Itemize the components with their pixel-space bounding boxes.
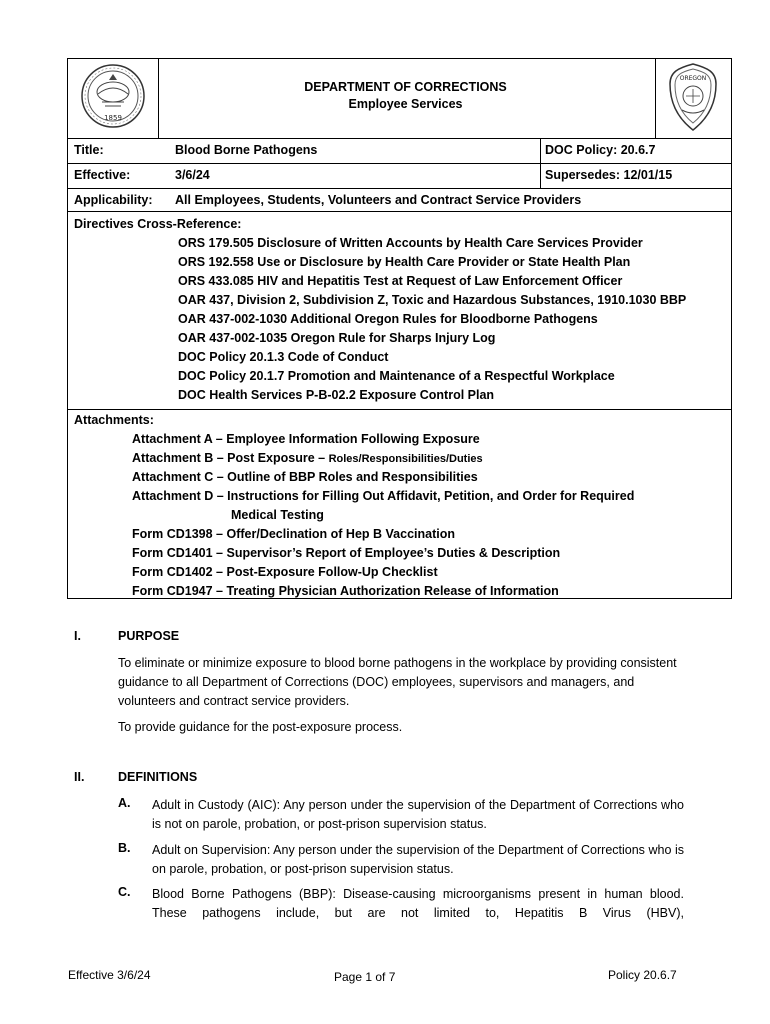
attachment-item-text: Attachment B – Post Exposure – (132, 451, 329, 465)
title-value: Blood Borne Pathogens (175, 143, 318, 157)
seal-year: 1859 (104, 114, 122, 122)
attachments-heading: Attachments: (74, 413, 154, 427)
attachment-item: Attachment A – Employee Information Following Exposure (132, 432, 480, 446)
table-rule (68, 163, 731, 164)
definition-letter: C. (118, 885, 131, 899)
attachment-item-subtext: Roles/Responsibilities/Duties (328, 453, 483, 465)
directives-heading: Directives Cross-Reference: (74, 217, 242, 231)
directive-item: OAR 437, Division 2, Subdivision Z, Toxic and Hazardous Substances, 1910.1030 BBP (178, 293, 687, 307)
effective-value: 3/6/24 (175, 168, 210, 182)
table-rule (68, 409, 731, 410)
footer-page-number: Page 1 of 7 (334, 970, 396, 984)
definition-letter: B. (118, 841, 131, 855)
department-title: DEPARTMENT OF CORRECTIONS (304, 80, 507, 94)
supersedes-value: Supersedes: 12/01/15 (545, 168, 673, 182)
directive-item: ORS 192.558 Use or Disclosure by Health Care Provider or State Health Plan (178, 255, 631, 269)
badge-label: OREGON (679, 75, 707, 82)
table-rule (540, 138, 541, 188)
table-rule (68, 211, 731, 212)
attachment-item: Form CD1401 – Supervisor’s Report of Employee’s Duties & Description (132, 546, 561, 560)
definition-text: Adult in Custody (AIC): Any person under the supervision of the Department of Corrections who is not on parole, probation, or post-prison supervision status. (152, 798, 684, 831)
attachment-item: Form CD1398 – Offer/Declination of Hep B Vaccination (132, 527, 455, 541)
oregon-state-seal-icon (80, 62, 146, 130)
title-label: Title: (74, 143, 104, 157)
doc-badge-icon (666, 62, 720, 132)
attachment-item: Form CD1947 – Treating Physician Authorization Release of Information (132, 584, 559, 598)
applicability-value: All Employees, Students, Volunteers and Contract Service Providers (175, 193, 582, 207)
definition-text: Adult on Supervision: Any person under the supervision of the Department of Corrections who is on parole, probation, or post-prison supervision status. (152, 843, 684, 876)
policy-header-table (67, 58, 732, 599)
footer-effective: Effective 3/6/24 (68, 968, 151, 982)
effective-label: Effective: (74, 168, 131, 182)
attachment-item-continued: Medical Testing (231, 508, 324, 522)
table-rule (655, 59, 656, 138)
directive-item: OAR 437-002-1035 Oregon Rule for Sharps Injury Log (178, 331, 496, 345)
directive-item: DOC Policy 20.1.3 Code of Conduct (178, 350, 389, 364)
attachment-item (132, 451, 483, 465)
section-numeral: II. (74, 770, 85, 784)
directive-item: ORS 179.505 Disclosure of Written Accounts by Health Care Services Provider (178, 236, 643, 250)
applicability-label: Applicability: (74, 193, 153, 207)
department-subtitle: Employee Services (348, 97, 463, 111)
purpose-paragraph: To provide guidance for the post-exposure process. (118, 720, 403, 734)
directive-item: DOC Health Services P-B-02.2 Exposure Control Plan (178, 388, 495, 402)
section-heading-purpose: PURPOSE (118, 629, 180, 643)
definition-text: Blood Borne Pathogens (BBP): Disease-causing microorganisms present in human blood. These pathogens include, but are not limited to, Hepatitis B Virus (HBV), (152, 887, 684, 920)
table-rule (68, 188, 731, 189)
policy-number: DOC Policy: 20.6.7 (545, 143, 656, 157)
attachment-item: Form CD1402 – Post-Exposure Follow-Up Checklist (132, 565, 438, 579)
footer-policy: Policy 20.6.7 (608, 968, 677, 982)
purpose-paragraph: To eliminate or minimize exposure to blood borne pathogens in the workplace by providing consistent guidance to all Department of Corrections (DOC) employees, supervisors and managers, and volunteers and contract service providers. (118, 656, 677, 708)
attachment-item: Attachment D – Instructions for Filling Out Affidavit, Petition, and Order for Required (132, 489, 635, 503)
directive-item: ORS 433.085 HIV and Hepatitis Test at Request of Law Enforcement Officer (178, 274, 623, 288)
definition-letter: A. (118, 796, 131, 810)
directive-item: OAR 437-002-1030 Additional Oregon Rules for Bloodborne Pathogens (178, 312, 598, 326)
table-rule (68, 138, 731, 139)
attachment-item: Attachment C – Outline of BBP Roles and Responsibilities (132, 470, 478, 484)
section-heading-definitions: DEFINITIONS (118, 770, 198, 784)
section-numeral: I. (74, 629, 81, 643)
directive-item: DOC Policy 20.1.7 Promotion and Maintenance of a Respectful Workplace (178, 369, 615, 383)
